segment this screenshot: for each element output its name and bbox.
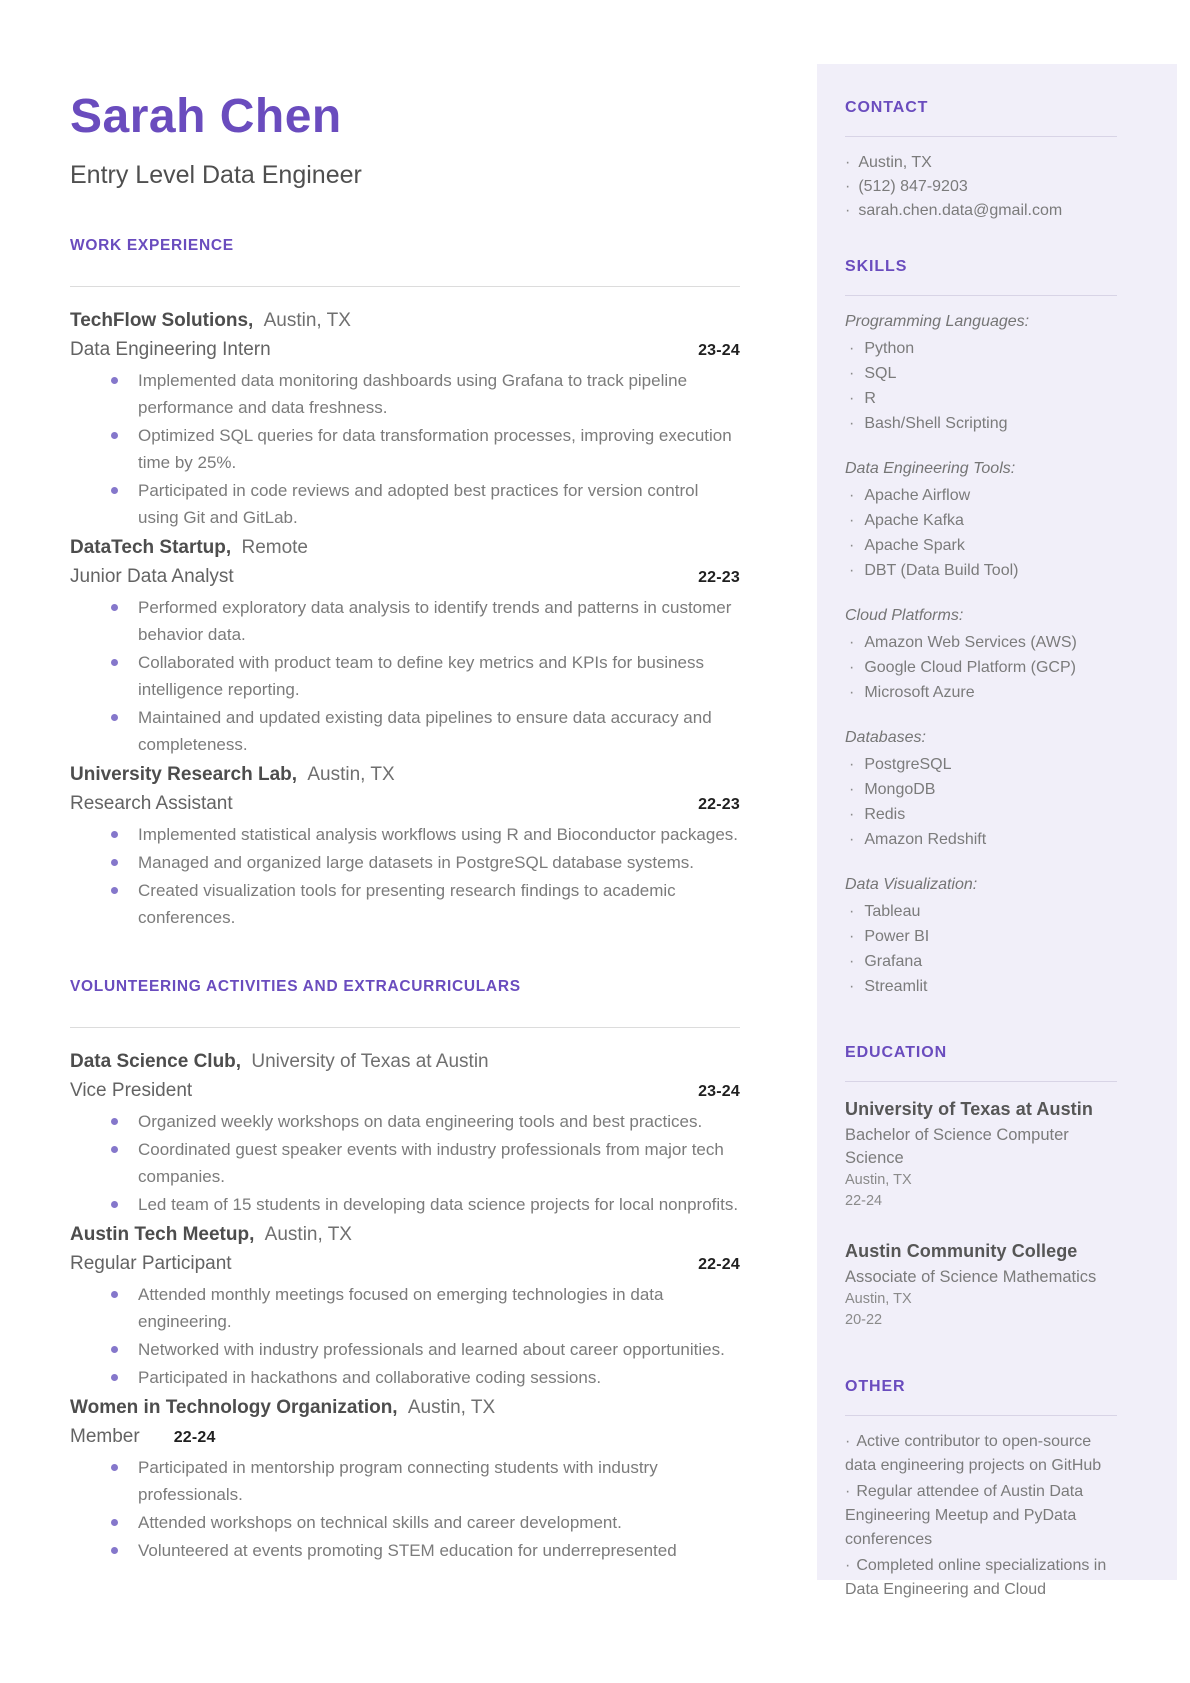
dot-bullet-icon: · [849,365,855,382]
bullet-item: Collaborated with product team to define key metrics and KPIs for business intelligence reporting. [110,649,740,703]
company-location: Austin, TX [307,764,395,785]
job-role-line [70,335,740,365]
dot-bullet-icon: · [849,390,855,407]
bullet-item: Networked with industry professionals and learned about career opportunities. [110,1336,740,1363]
sidebar-heading: OTHER [845,1378,906,1395]
job-company-line [70,534,740,562]
skill-group-label: Databases: [845,729,926,746]
job-role-line [70,1422,740,1452]
section-heading: WORK EXPERIENCE [70,237,234,254]
bullet-item: Optimized SQL queries for data transformation processes, improving execution time by 25%. [110,422,740,476]
section-volunteering [70,977,740,1564]
education-entry [845,1096,1117,1212]
school-location: Austin, TX [845,1291,912,1307]
job-company-line [70,1221,740,1249]
volunteer-entry [70,1221,740,1391]
organization-name: Women in Technology Organization, [70,1397,398,1418]
sidebar-section-education [845,1043,1117,1331]
dot-bullet-icon: · [845,202,851,219]
bullet-item: Participated in hackathons and collaborative coding sessions. [110,1364,740,1391]
dot-bullet-icon: · [845,1483,851,1500]
degree: Associate of Science Mathematics [845,1268,1097,1286]
dot-bullet-icon: · [849,806,855,823]
job-entry [70,307,740,531]
company-location: Remote [241,537,308,558]
skill-list [845,899,1117,999]
dot-bullet-icon: · [849,537,855,554]
job-role-line [70,1249,740,1279]
skill-group [845,457,1117,583]
date-range: 22-24 [698,1256,740,1273]
skill-item: · Python [849,340,915,357]
role-title: Junior Data Analyst [70,566,234,587]
divider [845,1415,1117,1416]
bullet-item: Coordinated guest speaker events with industry professionals from major tech companies. [110,1136,740,1190]
job-company-line [70,761,740,789]
divider [845,295,1117,296]
job-entry [70,534,740,758]
school-name: Austin Community College [845,1241,1078,1261]
date-range: 22-23 [698,796,740,813]
contact-item-location: · Austin, TX [845,154,932,171]
dot-bullet-icon: · [849,487,855,504]
organization-location: Austin, TX [264,1224,352,1245]
school-location: Austin, TX [845,1172,912,1188]
skill-group [845,310,1117,436]
company-name: University Research Lab, [70,764,298,785]
date-range: 23-24 [698,342,740,359]
dot-bullet-icon: · [845,154,851,171]
role-title: Data Engineering Intern [70,339,271,360]
skill-group [845,873,1117,999]
dot-bullet-icon: · [849,562,855,579]
dot-bullet-icon: · [849,903,855,920]
company-name: DataTech Startup, [70,537,232,558]
role-title: Member [70,1426,140,1447]
bullet-list [70,1108,740,1218]
job-headline: Entry Level Data Engineer [70,161,362,189]
dot-bullet-icon: · [849,781,855,798]
job-role-line [70,562,740,592]
skill-item: · Redis [849,806,906,823]
school-name: University of Texas at Austin [845,1099,1093,1119]
organization-name: Austin Tech Meetup, [70,1224,255,1245]
job-entry [70,761,740,931]
other-list [845,1430,1117,1602]
degree: Bachelor of Science Computer Science [845,1126,1069,1167]
bullet-item: Organized weekly workshops on data engineering tools and best practices. [110,1108,740,1135]
school-dates: 22-24 [845,1193,883,1209]
section-heading: VOLUNTEERING ACTIVITIES AND EXTRACURRICULARS [70,978,521,995]
dot-bullet-icon: · [849,512,855,529]
dot-bullet-icon: · [849,340,855,357]
skill-item: · SQL [849,365,897,382]
bullet-item: Created visualization tools for presenting research findings to academic conferences. [110,877,740,931]
contact-list [845,151,1117,223]
organization-location: University of Texas at Austin [251,1051,489,1072]
bullet-item: Attended monthly meetings focused on emerging technologies in data engineering. [110,1281,740,1335]
page-title: Sarah Chen [70,90,342,143]
dot-bullet-icon: · [849,684,855,701]
dot-bullet-icon: · [845,1433,851,1450]
bullet-list [70,594,740,758]
skill-item: · Apache Kafka [849,512,964,529]
divider [845,136,1117,137]
dot-bullet-icon: · [849,831,855,848]
main-column [70,92,740,1567]
skill-item: · Grafana [849,953,923,970]
section-work-experience [70,236,740,931]
divider [70,1027,740,1028]
job-company-line [70,1048,740,1076]
skill-item: · Power BI [849,928,930,945]
bullet-item: Implemented data monitoring dashboards using Grafana to track pipeline performance and data freshness. [110,367,740,421]
bullet-item: Led team of 15 students in developing data science projects for local nonprofits. [110,1191,740,1218]
role-title: Vice President [70,1080,193,1101]
dot-bullet-icon: · [845,178,851,195]
date-range: 23-24 [698,1083,740,1100]
dot-bullet-icon: · [849,756,855,773]
organization-location: Austin, TX [407,1397,496,1418]
company-location: Austin, TX [263,310,351,331]
skill-item: · DBT (Data Build Tool) [849,562,1019,579]
bullet-item: Participated in mentorship program connecting students with industry professionals. [110,1454,740,1508]
company-name: TechFlow Solutions, [70,310,254,331]
skill-item: · Apache Spark [849,537,965,554]
dot-bullet-icon: · [849,634,855,651]
dot-bullet-icon: · [849,659,855,676]
dot-bullet-icon: · [845,1557,851,1574]
skill-item: · Amazon Web Services (AWS) [849,634,1077,651]
bullet-item: Volunteered at events promoting STEM education for underrepresented [110,1537,740,1564]
skill-group [845,726,1117,852]
skill-item: · Apache Airflow [849,487,971,504]
bullet-item: Maintained and updated existing data pipelines to ensure data accuracy and completeness. [110,704,740,758]
bullet-list [70,821,740,931]
skill-item: · MongoDB [849,781,936,798]
skill-item: · Tableau [849,903,921,920]
bullet-item: Implemented statistical analysis workflows using R and Bioconductor packages. [110,821,740,848]
contact-item-email: · sarah.chen.data@gmail.com [845,202,1063,219]
skill-group-label: Cloud Platforms: [845,607,964,624]
dot-bullet-icon: · [849,978,855,995]
skill-item: · Google Cloud Platform (GCP) [849,659,1076,676]
sidebar-heading: SKILLS [845,258,908,275]
dot-bullet-icon: · [849,415,855,432]
bullet-list [70,1454,740,1564]
skill-list [845,336,1117,436]
other-item: · Active contributor to open-source data engineering projects on GitHub [845,1433,1102,1474]
other-item: · Regular attendee of Austin Data Engineering Meetup and PyData conferences [845,1483,1084,1548]
job-company-line [70,307,740,335]
date-range: 22-24 [173,1429,216,1446]
job-company-line [70,1394,740,1422]
contact-item-phone: · (512) 847-9203 [845,178,968,195]
organization-name: Data Science Club, [70,1051,242,1072]
skill-group-label: Programming Languages: [845,313,1030,330]
skill-item: · R [849,390,876,407]
volunteer-entry [70,1048,740,1218]
school-dates: 20-22 [845,1312,883,1328]
education-entry [845,1238,1117,1331]
date-range: 22-23 [698,569,740,586]
skill-item: · Bash/Shell Scripting [849,415,1008,432]
job-role-line [70,789,740,819]
sidebar-section-contact [845,98,1117,223]
skill-group-label: Data Engineering Tools: [845,460,1016,477]
skill-item: · PostgreSQL [849,756,952,773]
divider [70,286,740,287]
skill-item: · Microsoft Azure [849,684,975,701]
divider [845,1081,1117,1082]
bullet-list [70,367,740,531]
skill-item: · Streamlit [849,978,928,995]
bullet-item: Participated in code reviews and adopted best practices for version control using Git and GitLab. [110,477,740,531]
sidebar-section-skills [845,257,1117,999]
sidebar-heading: EDUCATION [845,1044,948,1061]
bullet-item: Managed and organized large datasets in PostgreSQL database systems. [110,849,740,876]
dot-bullet-icon: · [849,928,855,945]
skill-list [845,752,1117,852]
sidebar [817,64,1177,1598]
bullet-item: Performed exploratory data analysis to identify trends and patterns in customer behavior data. [110,594,740,648]
skill-group-label: Data Visualization: [845,876,978,893]
role-title: Research Assistant [70,793,233,814]
role-title: Regular Participant [70,1253,232,1274]
bullet-list [70,1281,740,1391]
skill-group [845,604,1117,705]
job-role-line [70,1076,740,1106]
skill-list [845,630,1117,705]
skill-list [845,483,1117,583]
other-item: · Completed online specializations in Data Engineering and Cloud [845,1557,1107,1598]
dot-bullet-icon: · [849,953,855,970]
volunteer-entry [70,1394,740,1564]
sidebar-heading: CONTACT [845,99,929,116]
skill-item: · Amazon Redshift [849,831,987,848]
sidebar-section-other [845,1377,1117,1602]
bullet-item: Attended workshops on technical skills and career development. [110,1509,740,1536]
